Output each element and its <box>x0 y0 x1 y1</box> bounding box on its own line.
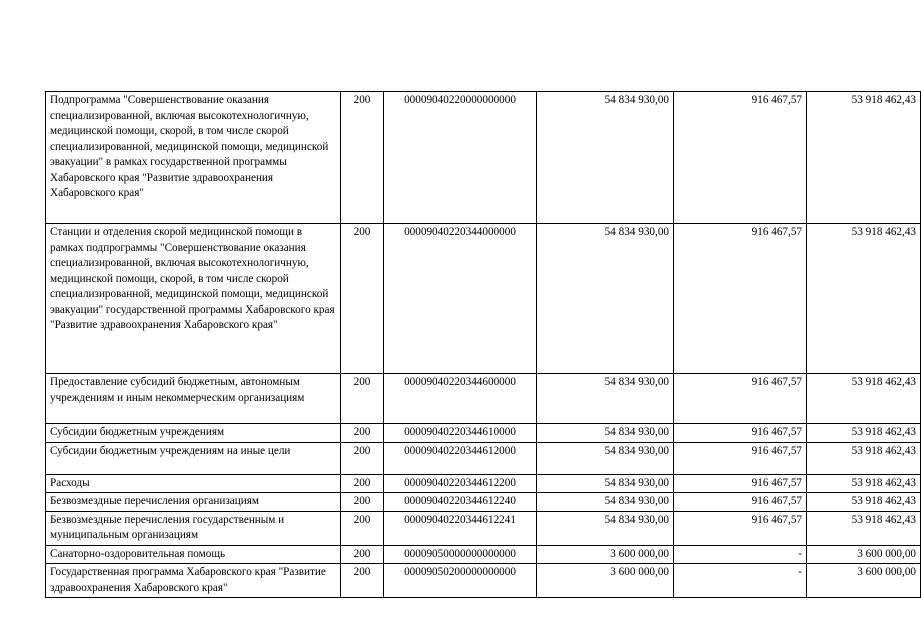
row-remaining-amount: 53 918 462,43 <box>807 474 921 493</box>
row-remaining-amount: 53 918 462,43 <box>807 374 921 424</box>
table-row <box>46 545 921 564</box>
table-row <box>46 511 921 545</box>
row-code: 200 <box>341 374 384 424</box>
row-code: 200 <box>341 424 384 443</box>
row-name: Станции и отделения скорой медицинской помощи в рамках подпрограммы "Совершенствование оказания специализированной, включая высокотехнологичную, медицинской помощи, скорой, в том числе скорой специализированной, медицинской помощи, медицинской эвакуации" государственной программы Хабаровского края "Развитие здравоохранения Хабаровского края" <box>46 224 341 374</box>
row-name: Государственная программа Хабаровского края "Развитие здравоохранения Хабаровского края" <box>46 564 341 598</box>
row-planned-amount: 3 600 000,00 <box>537 545 674 564</box>
budget-table <box>45 91 921 598</box>
row-code: 200 <box>341 92 384 224</box>
row-name: Безвозмездные перечисления организациям <box>46 493 341 512</box>
row-remaining-amount: 3 600 000,00 <box>807 564 921 598</box>
row-remaining-amount: 53 918 462,43 <box>807 92 921 224</box>
row-classification-code: 00009050000000000000 <box>384 545 537 564</box>
table-row <box>46 493 921 512</box>
row-code: 200 <box>341 474 384 493</box>
row-planned-amount: 3 600 000,00 <box>537 564 674 598</box>
row-name: Субсидии бюджетным учреждениям <box>46 424 341 443</box>
row-remaining-amount: 53 918 462,43 <box>807 424 921 443</box>
row-code: 200 <box>341 224 384 374</box>
row-remaining-amount: 53 918 462,43 <box>807 511 921 545</box>
table-row <box>46 564 921 598</box>
row-executed-amount: 916 467,57 <box>674 224 807 374</box>
row-planned-amount: 54 834 930,00 <box>537 511 674 545</box>
row-executed-amount: 916 467,57 <box>674 442 807 474</box>
table-row <box>46 442 921 474</box>
row-classification-code: 00009040220344610000 <box>384 424 537 443</box>
row-code: 200 <box>341 511 384 545</box>
row-executed-amount: 916 467,57 <box>674 374 807 424</box>
row-code: 200 <box>341 545 384 564</box>
row-name: Безвозмездные перечисления государственным и муниципальным организациям <box>46 511 341 545</box>
row-remaining-amount: 53 918 462,43 <box>807 442 921 474</box>
row-planned-amount: 54 834 930,00 <box>537 442 674 474</box>
row-classification-code: 00009050200000000000 <box>384 564 537 598</box>
row-executed-amount: 916 467,57 <box>674 474 807 493</box>
table-row <box>46 424 921 443</box>
table-row <box>46 474 921 493</box>
row-remaining-amount: 3 600 000,00 <box>807 545 921 564</box>
row-remaining-amount: 53 918 462,43 <box>807 493 921 512</box>
row-executed-amount: 916 467,57 <box>674 92 807 224</box>
row-classification-code: 00009040220344600000 <box>384 374 537 424</box>
row-executed-amount: 916 467,57 <box>674 493 807 512</box>
row-executed-amount: - <box>674 545 807 564</box>
table-row <box>46 374 921 424</box>
row-classification-code: 00009040220344612241 <box>384 511 537 545</box>
table-row <box>46 224 921 374</box>
row-name: Санаторно-оздоровительная помощь <box>46 545 341 564</box>
row-name: Предоставление субсидий бюджетным, автономным учреждениям и иным некоммерческим организациям <box>46 374 341 424</box>
row-classification-code: 00009040220344000000 <box>384 224 537 374</box>
row-remaining-amount: 53 918 462,43 <box>807 224 921 374</box>
row-executed-amount: - <box>674 564 807 598</box>
row-planned-amount: 54 834 930,00 <box>537 224 674 374</box>
row-classification-code: 00009040220344612200 <box>384 474 537 493</box>
row-classification-code: 00009040220000000000 <box>384 92 537 224</box>
row-name: Субсидии бюджетным учреждениям на иные цели <box>46 442 341 474</box>
row-name: Подпрограмма "Совершенствование оказания специализированной, включая высокотехнологичную, медицинской помощи, скорой, в том числе скорой специализированной, медицинской помощи, медицинской эвакуации" в рамках государственной программы Хабаровского края "Развитие здравоохранения Хабаровского края" <box>46 92 341 224</box>
table-row <box>46 92 921 224</box>
row-executed-amount: 916 467,57 <box>674 511 807 545</box>
row-planned-amount: 54 834 930,00 <box>537 92 674 224</box>
row-name: Расходы <box>46 474 341 493</box>
row-code: 200 <box>341 564 384 598</box>
row-code: 200 <box>341 493 384 512</box>
row-classification-code: 00009040220344612240 <box>384 493 537 512</box>
row-planned-amount: 54 834 930,00 <box>537 474 674 493</box>
row-classification-code: 00009040220344612000 <box>384 442 537 474</box>
row-planned-amount: 54 834 930,00 <box>537 493 674 512</box>
row-planned-amount: 54 834 930,00 <box>537 374 674 424</box>
row-code: 200 <box>341 442 384 474</box>
row-planned-amount: 54 834 930,00 <box>537 424 674 443</box>
row-executed-amount: 916 467,57 <box>674 424 807 443</box>
